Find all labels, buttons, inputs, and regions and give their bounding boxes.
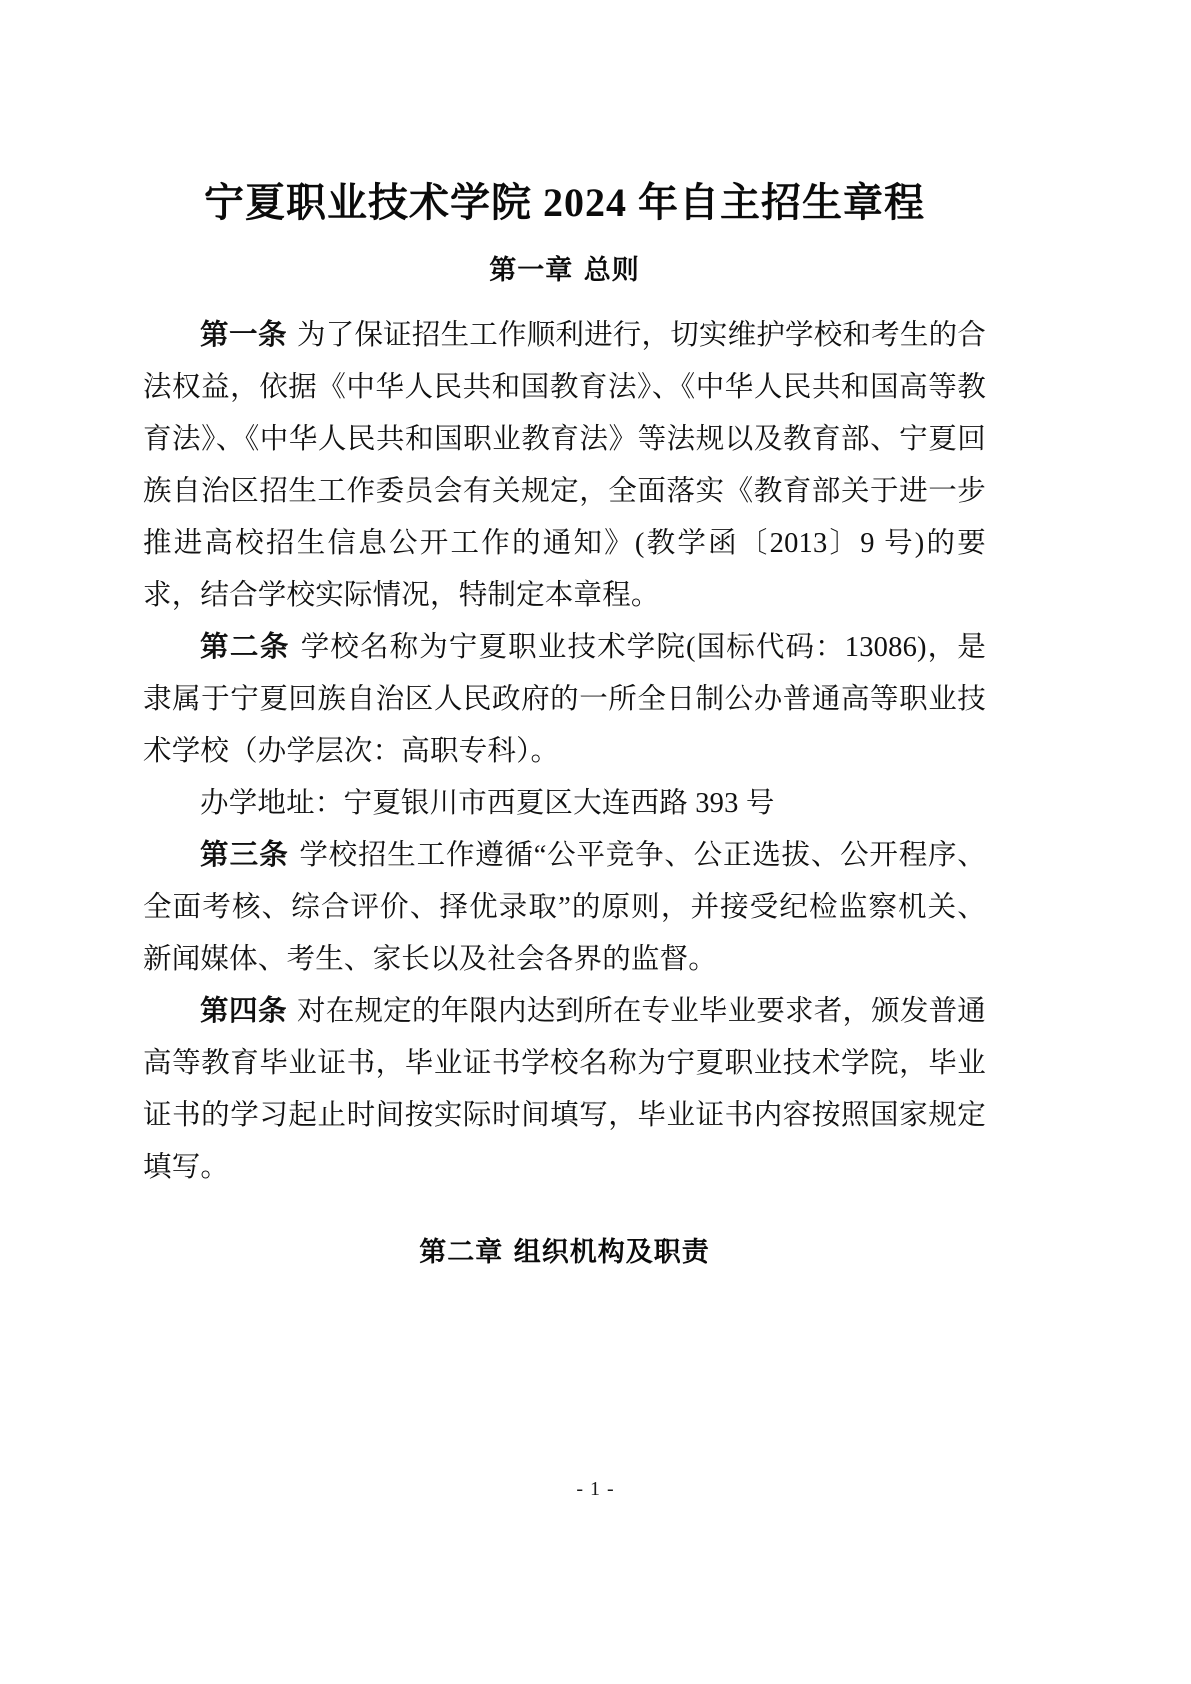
article-paragraph-2 xyxy=(143,622,986,778)
article-label-2: 第二条 xyxy=(200,631,290,663)
page-title: 宁夏职业技术学院 2024 年自主招生章程 xyxy=(204,180,925,225)
address-paragraph xyxy=(143,778,986,830)
article-text-4: 对在规定的年限内达到所在专业毕业要求者，颁发普通高等教育毕业证书，毕业证书学校名称为宁夏职业技术学院，毕业证书的学习起止时间按实际时间填写，毕业证书内容按照国家规定填写。 xyxy=(143,995,986,1183)
article-paragraph-3 xyxy=(143,830,986,986)
address-text: 办学地址：宁夏银川市西夏区大连西路 393 号 xyxy=(200,787,775,819)
article-label-3: 第三条 xyxy=(200,839,289,871)
page-number: - 1 - xyxy=(576,1478,615,1500)
article-text-3: 学校招生工作遵循“公平竞争、公正选拔、公开程序、全面考核、综合评价、择优录取”的原则，并接受纪检监察机关、新闻媒体、考生、家长以及社会各界的监督。 xyxy=(143,839,986,975)
article-paragraph-1 xyxy=(143,310,986,622)
chapter-heading-2: 第二章 组织机构及职责 xyxy=(419,1236,710,1268)
document-content xyxy=(143,176,986,1292)
article-paragraph-4 xyxy=(143,986,986,1194)
article-text-2: 学校名称为宁夏职业技术学院(国标代码：13086)，是隶属于宁夏回族自治区人民政府的一所全日制公办普通高等职业技术学校（办学层次：高职专科）。 xyxy=(143,631,986,767)
article-label-4: 第四条 xyxy=(200,995,288,1027)
article-text-1: 为了保证招生工作顺利进行，切实维护学校和考生的合法权益，依据《中华人民共和国教育法》、《中华人民共和国高等教育法》、《中华人民共和国职业教育法》等法规以及教育部、宁夏回族自治区招生工作委员会有关规定，全面落实《教育部关于进一步推进高校招生信息公开工作的通知》(教学函〔2013〕9 号)的要求，结合学校实际情况，特制定本章程。 xyxy=(143,319,986,611)
article-label-1: 第一条 xyxy=(200,319,288,351)
chapter-heading-1: 第一章 总则 xyxy=(489,255,640,286)
